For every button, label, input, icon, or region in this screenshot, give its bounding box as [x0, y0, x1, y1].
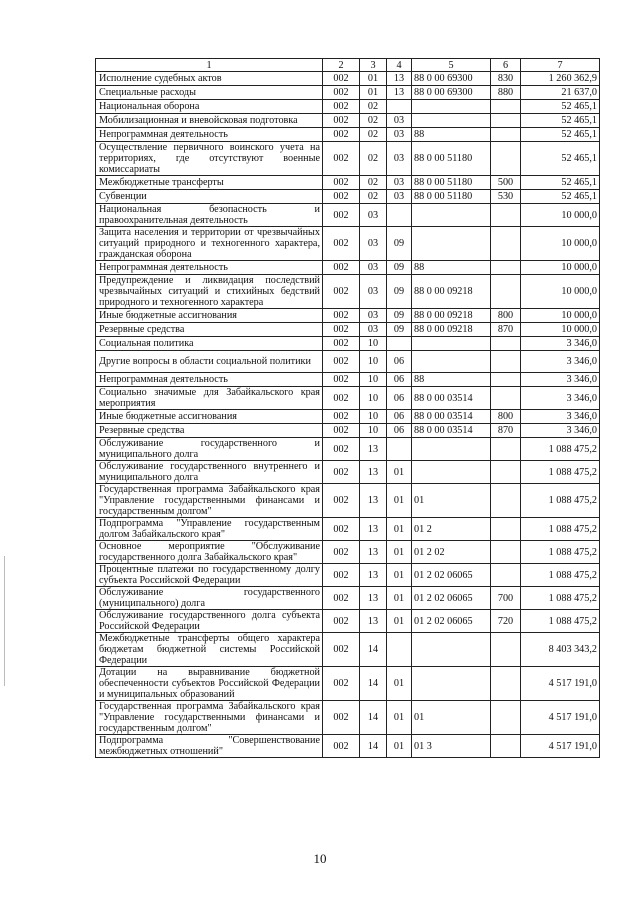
row-amount: 52 465,1: [521, 142, 600, 176]
table-header-row: [96, 59, 600, 72]
budget-table: [95, 58, 600, 758]
row-subsection-code: 13: [387, 86, 412, 100]
row-admin-code: 002: [323, 309, 360, 323]
row-expense-type-code: [491, 438, 521, 461]
row-subsection-code: 09: [387, 227, 412, 261]
row-subsection-code: 01: [387, 667, 412, 701]
row-section-code: 03: [360, 204, 387, 227]
row-target-code: [412, 667, 491, 701]
row-admin-code: 002: [323, 633, 360, 667]
row-expense-type-code: [491, 261, 521, 275]
row-subsection-code: 01: [387, 735, 412, 758]
row-name: Дотации на выравнивание бюджетной обеспеченности субъектов Российской Федерации и муниципальных образований: [96, 667, 323, 701]
table-row: [96, 86, 600, 100]
row-section-code: 10: [360, 351, 387, 373]
row-amount: 1 088 475,2: [521, 461, 600, 484]
row-target-code: 01 2: [412, 518, 491, 541]
row-target-code: [412, 337, 491, 351]
row-admin-code: 002: [323, 518, 360, 541]
header-col-1: 1: [96, 59, 323, 72]
row-admin-code: 002: [323, 373, 360, 387]
row-name: Резервные средства: [96, 323, 323, 337]
row-section-code: 02: [360, 128, 387, 142]
row-target-code: 88 0 00 03514: [412, 410, 491, 424]
row-subsection-code: 06: [387, 373, 412, 387]
row-target-code: 88: [412, 261, 491, 275]
row-target-code: 01: [412, 701, 491, 735]
table-row: [96, 323, 600, 337]
table-row: [96, 128, 600, 142]
table-row: [96, 227, 600, 261]
row-subsection-code: 03: [387, 190, 412, 204]
row-expense-type-code: [491, 227, 521, 261]
row-expense-type-code: [491, 142, 521, 176]
header-col-5: 5: [412, 59, 491, 72]
row-expense-type-code: [491, 518, 521, 541]
row-expense-type-code: 700: [491, 587, 521, 610]
row-expense-type-code: 870: [491, 424, 521, 438]
row-section-code: 02: [360, 114, 387, 128]
row-admin-code: 002: [323, 261, 360, 275]
row-subsection-code: [387, 100, 412, 114]
row-subsection-code: 03: [387, 114, 412, 128]
row-expense-type-code: 880: [491, 86, 521, 100]
row-expense-type-code: [491, 484, 521, 518]
row-admin-code: 002: [323, 424, 360, 438]
row-name: Межбюджетные трансферты: [96, 176, 323, 190]
row-subsection-code: [387, 633, 412, 667]
row-section-code: 02: [360, 176, 387, 190]
row-section-code: 10: [360, 424, 387, 438]
row-admin-code: 002: [323, 587, 360, 610]
row-subsection-code: 06: [387, 410, 412, 424]
row-name: Резервные средства: [96, 424, 323, 438]
row-expense-type-code: [491, 701, 521, 735]
row-subsection-code: 06: [387, 387, 412, 410]
row-name: Межбюджетные трансферты общего характера бюджетам бюджетной системы Российской Федерации: [96, 633, 323, 667]
row-expense-type-code: [491, 351, 521, 373]
row-section-code: 13: [360, 484, 387, 518]
row-name: Непрограммная деятельность: [96, 128, 323, 142]
row-name: Осуществление первичного воинского учета на территориях, где отсутствуют военные комиссариаты: [96, 142, 323, 176]
table-row: [96, 461, 600, 484]
row-section-code: 13: [360, 461, 387, 484]
row-section-code: 13: [360, 438, 387, 461]
row-subsection-code: 01: [387, 461, 412, 484]
row-expense-type-code: [491, 100, 521, 114]
table-row: [96, 438, 600, 461]
row-expense-type-code: 800: [491, 309, 521, 323]
row-expense-type-code: [491, 204, 521, 227]
row-admin-code: 002: [323, 176, 360, 190]
row-name: Предупреждение и ликвидация последствий чрезвычайных ситуаций и стихийных бедствий природного и техногенного характера: [96, 275, 323, 309]
row-section-code: 02: [360, 100, 387, 114]
row-section-code: 14: [360, 701, 387, 735]
row-section-code: 03: [360, 227, 387, 261]
row-amount: 52 465,1: [521, 176, 600, 190]
row-target-code: [412, 461, 491, 484]
row-amount: 4 517 191,0: [521, 735, 600, 758]
table-row: [96, 337, 600, 351]
row-name: Государственная программа Забайкальского края "Управление государственными финансами и государственным долгом": [96, 484, 323, 518]
table-row: [96, 261, 600, 275]
table-row: [96, 204, 600, 227]
row-expense-type-code: 530: [491, 190, 521, 204]
row-section-code: 14: [360, 633, 387, 667]
row-section-code: 01: [360, 72, 387, 86]
row-admin-code: 002: [323, 337, 360, 351]
row-target-code: 88: [412, 128, 491, 142]
row-name: Непрограммная деятельность: [96, 261, 323, 275]
table-row: [96, 610, 600, 633]
row-admin-code: 002: [323, 351, 360, 373]
row-admin-code: 002: [323, 204, 360, 227]
row-admin-code: 002: [323, 667, 360, 701]
row-name: Субвенции: [96, 190, 323, 204]
row-subsection-code: 09: [387, 275, 412, 309]
row-admin-code: 002: [323, 410, 360, 424]
row-admin-code: 002: [323, 275, 360, 309]
row-section-code: 02: [360, 142, 387, 176]
row-target-code: [412, 351, 491, 373]
row-expense-type-code: 830: [491, 72, 521, 86]
table-row: [96, 424, 600, 438]
row-amount: 1 088 475,2: [521, 587, 600, 610]
row-amount: 1 088 475,2: [521, 564, 600, 587]
table-row: [96, 701, 600, 735]
table-row: [96, 541, 600, 564]
row-expense-type-code: 800: [491, 410, 521, 424]
row-name: Другие вопросы в области социальной политики: [96, 351, 323, 373]
row-target-code: [412, 227, 491, 261]
table-row: [96, 190, 600, 204]
row-target-code: 01 2 02 06065: [412, 587, 491, 610]
row-admin-code: 002: [323, 128, 360, 142]
row-amount: 10 000,0: [521, 204, 600, 227]
row-expense-type-code: [491, 114, 521, 128]
table-row: [96, 72, 600, 86]
row-subsection-code: 03: [387, 128, 412, 142]
row-amount: 3 346,0: [521, 387, 600, 410]
row-name: Государственная программа Забайкальского края "Управление государственными финансами и государственным долгом": [96, 701, 323, 735]
table-row: [96, 351, 600, 373]
row-amount: 10 000,0: [521, 309, 600, 323]
header-col-2: 2: [323, 59, 360, 72]
row-subsection-code: 06: [387, 424, 412, 438]
row-admin-code: 002: [323, 484, 360, 518]
row-target-code: 88 0 00 51180: [412, 190, 491, 204]
row-target-code: 88 0 00 09218: [412, 323, 491, 337]
table-row: [96, 633, 600, 667]
row-section-code: 13: [360, 541, 387, 564]
row-name: Защита населения и территории от чрезвычайных ситуаций природного и техногенного характера, гражданская оборона: [96, 227, 323, 261]
row-name: Исполнение судебных актов: [96, 72, 323, 86]
row-section-code: 13: [360, 587, 387, 610]
row-subsection-code: 03: [387, 142, 412, 176]
row-subsection-code: 01: [387, 610, 412, 633]
row-name: Процентные платежи по государственному долгу субъекта Российской Федерации: [96, 564, 323, 587]
row-amount: 1 088 475,2: [521, 518, 600, 541]
row-amount: 10 000,0: [521, 261, 600, 275]
row-expense-type-code: [491, 128, 521, 142]
row-amount: 3 346,0: [521, 373, 600, 387]
row-amount: 1 088 475,2: [521, 610, 600, 633]
row-amount: 3 346,0: [521, 337, 600, 351]
row-target-code: 88 0 00 03514: [412, 387, 491, 410]
row-section-code: 13: [360, 610, 387, 633]
row-subsection-code: 09: [387, 309, 412, 323]
row-expense-type-code: [491, 735, 521, 758]
row-target-code: [412, 633, 491, 667]
row-subsection-code: 01: [387, 701, 412, 735]
row-amount: 1 260 362,9: [521, 72, 600, 86]
row-name: Непрограммная деятельность: [96, 373, 323, 387]
row-name: Подпрограмма "Управление государственным долгом Забайкальского края": [96, 518, 323, 541]
row-subsection-code: 09: [387, 261, 412, 275]
row-subsection-code: 01: [387, 587, 412, 610]
row-admin-code: 002: [323, 100, 360, 114]
row-admin-code: 002: [323, 735, 360, 758]
row-name: Обслуживание государственного и муниципального долга: [96, 438, 323, 461]
table-body: [96, 72, 600, 758]
row-name: Основное мероприятие "Обслуживание государственного долга Забайкальского края": [96, 541, 323, 564]
row-subsection-code: 06: [387, 351, 412, 373]
row-target-code: 01 3: [412, 735, 491, 758]
row-section-code: 14: [360, 667, 387, 701]
row-amount: 3 346,0: [521, 424, 600, 438]
row-expense-type-code: [491, 373, 521, 387]
row-name: Социально значимые для Забайкальского края мероприятия: [96, 387, 323, 410]
row-target-code: 01 2 02 06065: [412, 564, 491, 587]
row-section-code: 14: [360, 735, 387, 758]
row-section-code: 10: [360, 373, 387, 387]
row-target-code: [412, 114, 491, 128]
row-amount: 52 465,1: [521, 128, 600, 142]
row-expense-type-code: [491, 541, 521, 564]
row-amount: 3 346,0: [521, 351, 600, 373]
table-row: [96, 667, 600, 701]
row-subsection-code: 13: [387, 72, 412, 86]
row-admin-code: 002: [323, 190, 360, 204]
row-target-code: [412, 438, 491, 461]
row-subsection-code: [387, 337, 412, 351]
table-row: [96, 587, 600, 610]
row-amount: 4 517 191,0: [521, 667, 600, 701]
row-admin-code: 002: [323, 564, 360, 587]
row-section-code: 03: [360, 309, 387, 323]
row-section-code: 03: [360, 323, 387, 337]
row-expense-type-code: [491, 633, 521, 667]
row-name: Специальные расходы: [96, 86, 323, 100]
row-expense-type-code: 870: [491, 323, 521, 337]
table-row: [96, 100, 600, 114]
row-expense-type-code: 500: [491, 176, 521, 190]
row-target-code: 88 0 00 51180: [412, 142, 491, 176]
row-section-code: 03: [360, 275, 387, 309]
row-target-code: 01 2 02 06065: [412, 610, 491, 633]
row-amount: 21 637,0: [521, 86, 600, 100]
row-admin-code: 002: [323, 438, 360, 461]
table-row: [96, 142, 600, 176]
row-section-code: 02: [360, 190, 387, 204]
table-row: [96, 275, 600, 309]
row-admin-code: 002: [323, 142, 360, 176]
budget-table-container: [95, 58, 599, 758]
row-name: Подпрограмма "Совершенствование межбюджетных отношений": [96, 735, 323, 758]
row-section-code: 13: [360, 518, 387, 541]
row-name: Мобилизационная и вневойсковая подготовка: [96, 114, 323, 128]
table-row: [96, 309, 600, 323]
table-row: [96, 176, 600, 190]
row-name: Иные бюджетные ассигнования: [96, 309, 323, 323]
row-subsection-code: 01: [387, 518, 412, 541]
row-subsection-code: 01: [387, 484, 412, 518]
row-target-code: 88 0 00 69300: [412, 72, 491, 86]
row-admin-code: 002: [323, 610, 360, 633]
row-admin-code: 002: [323, 701, 360, 735]
row-target-code: [412, 100, 491, 114]
header-col-7: 7: [521, 59, 600, 72]
header-col-6: 6: [491, 59, 521, 72]
row-admin-code: 002: [323, 387, 360, 410]
row-target-code: 88 0 00 03514: [412, 424, 491, 438]
row-admin-code: 002: [323, 323, 360, 337]
header-col-3: 3: [360, 59, 387, 72]
row-subsection-code: 09: [387, 323, 412, 337]
table-row: [96, 410, 600, 424]
row-expense-type-code: [491, 275, 521, 309]
table-row: [96, 564, 600, 587]
table-row: [96, 387, 600, 410]
table-row: [96, 114, 600, 128]
row-amount: 52 465,1: [521, 114, 600, 128]
row-target-code: 88 0 00 09218: [412, 275, 491, 309]
row-section-code: 10: [360, 337, 387, 351]
row-amount: 1 088 475,2: [521, 541, 600, 564]
row-section-code: 13: [360, 564, 387, 587]
row-name: Иные бюджетные ассигнования: [96, 410, 323, 424]
row-section-code: 01: [360, 86, 387, 100]
row-admin-code: 002: [323, 114, 360, 128]
row-name: Обслуживание государственного (муниципального) долга: [96, 587, 323, 610]
row-amount: 1 088 475,2: [521, 484, 600, 518]
row-target-code: 88 0 00 69300: [412, 86, 491, 100]
row-admin-code: 002: [323, 461, 360, 484]
row-amount: 10 000,0: [521, 275, 600, 309]
row-amount: 8 403 343,2: [521, 633, 600, 667]
page-number: 10: [313, 851, 327, 866]
row-admin-code: 002: [323, 72, 360, 86]
row-amount: 1 088 475,2: [521, 438, 600, 461]
row-expense-type-code: [491, 667, 521, 701]
row-amount: 52 465,1: [521, 190, 600, 204]
row-name: Обслуживание государственного внутреннего и муниципального долга: [96, 461, 323, 484]
row-subsection-code: 03: [387, 176, 412, 190]
row-subsection-code: [387, 204, 412, 227]
row-amount: 52 465,1: [521, 100, 600, 114]
row-target-code: 88 0 00 09218: [412, 309, 491, 323]
row-name: Обслуживание государственного долга субъекта Российской Федерации: [96, 610, 323, 633]
row-target-code: [412, 204, 491, 227]
row-subsection-code: [387, 438, 412, 461]
row-expense-type-code: 720: [491, 610, 521, 633]
row-amount: 4 517 191,0: [521, 701, 600, 735]
table-row: [96, 518, 600, 541]
row-expense-type-code: [491, 564, 521, 587]
row-subsection-code: 01: [387, 541, 412, 564]
row-expense-type-code: [491, 461, 521, 484]
row-target-code: 88 0 00 51180: [412, 176, 491, 190]
row-amount: 10 000,0: [521, 323, 600, 337]
row-target-code: 01 2 02: [412, 541, 491, 564]
row-target-code: 88: [412, 373, 491, 387]
row-admin-code: 002: [323, 541, 360, 564]
row-name: Социальная политика: [96, 337, 323, 351]
row-amount: 3 346,0: [521, 410, 600, 424]
table-row: [96, 484, 600, 518]
row-section-code: 10: [360, 387, 387, 410]
table-row: [96, 735, 600, 758]
row-admin-code: 002: [323, 86, 360, 100]
row-name: Национальная оборона: [96, 100, 323, 114]
header-col-4: 4: [387, 59, 412, 72]
row-amount: 10 000,0: [521, 227, 600, 261]
row-target-code: 01: [412, 484, 491, 518]
row-subsection-code: 01: [387, 564, 412, 587]
row-expense-type-code: [491, 387, 521, 410]
row-name: Национальная безопасность и правоохранительная деятельность: [96, 204, 323, 227]
row-expense-type-code: [491, 337, 521, 351]
scan-margin-mark: [4, 556, 5, 686]
row-section-code: 10: [360, 410, 387, 424]
row-admin-code: 002: [323, 227, 360, 261]
table-row: [96, 373, 600, 387]
row-section-code: 03: [360, 261, 387, 275]
